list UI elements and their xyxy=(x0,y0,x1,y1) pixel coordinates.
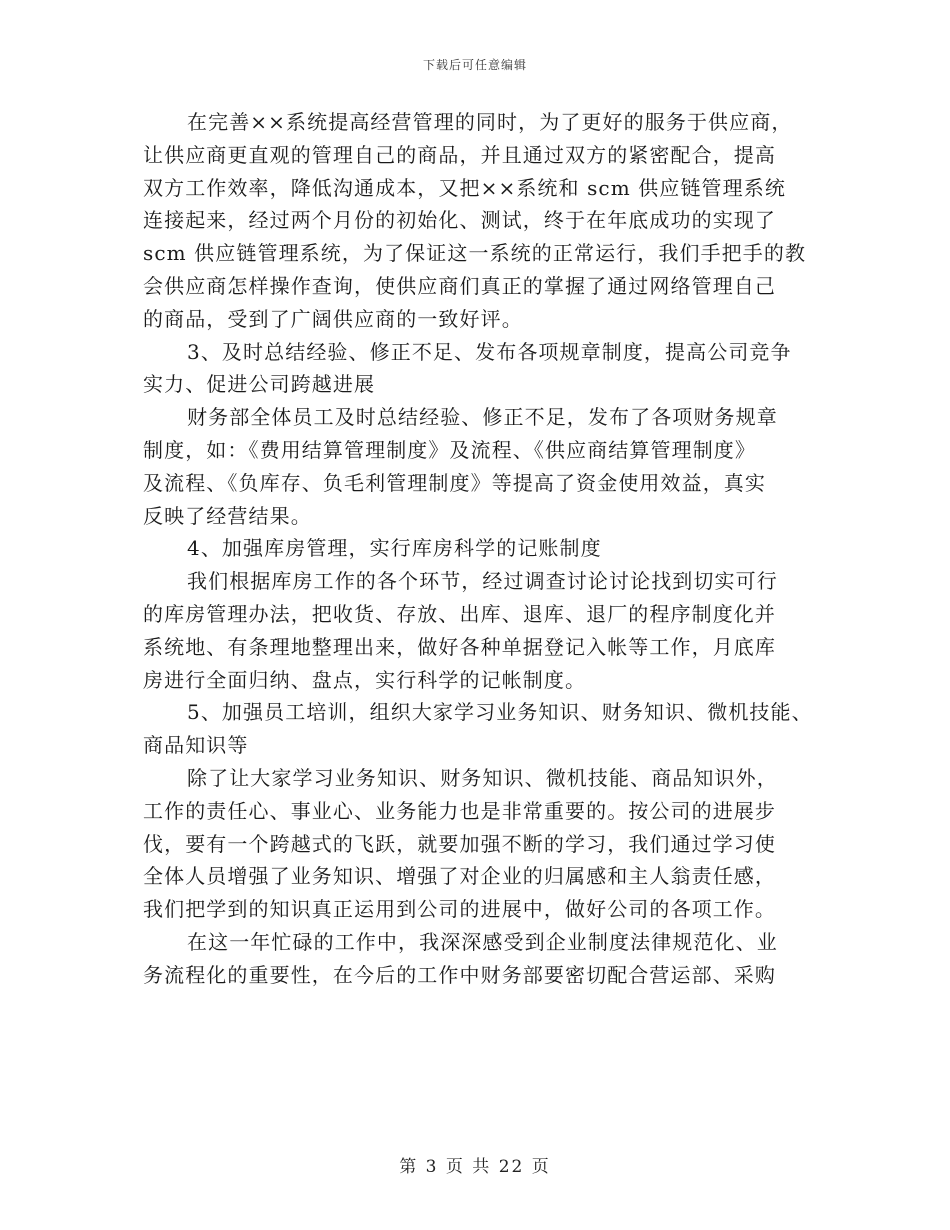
text-line: 系统地、有条理地整理出来，做好各种单据登记入帐等工作，月底库 xyxy=(143,634,776,659)
text-line: 双方工作效率，降低沟通成本，又把××系统和 scm 供应链管理系统 xyxy=(143,175,786,200)
text-line: 3、及时总结经验、修正不足、发布各项规章制度，提高公司竞争 xyxy=(187,339,792,364)
text-line: 在完善××系统提高经营管理的同时，为了更好的服务于供应商， xyxy=(187,110,793,134)
text-line: 房进行全面归纳、盘点，实行科学的记帐制度。 xyxy=(143,667,587,692)
text-line: 商品知识等 xyxy=(143,733,249,758)
text-line: 除了让大家学习业务知识、财务知识、微机技能、商品知识外， xyxy=(187,766,778,790)
page-header: 下载后可任意编辑 xyxy=(422,58,527,72)
text-line: 实力、促进公司跨越进展 xyxy=(143,372,376,397)
text-line: 5、加强员工培训，组织大家学习业务知识、财务知识、微机技能、 xyxy=(187,700,813,725)
text-line: 务流程化的重要性，在今后的工作中财务部要密切配合营运部、采购 xyxy=(143,962,776,987)
text-line: 的商品，受到了广阔供应商的一致好评。 xyxy=(143,306,523,331)
text-line: 财务部全体员工及时总结经验、修正不足，发布了各项财务规章 xyxy=(187,405,778,430)
text-line: 在这一年忙碌的工作中，我深深感受到企业制度法律规范化、业 xyxy=(187,930,778,954)
text-line: 工作的责任心、事业心、业务能力也是非常重要的。按公司的进展步 xyxy=(143,798,776,823)
text-line: 及流程、《负库存、负毛利管理制度》等提高了资金使用效益，真实 xyxy=(143,470,766,495)
text-line: 制度，如：《费用结算管理制度》及流程、《供应商结算管理制度》 xyxy=(143,438,756,462)
text-line: 全体人员增强了业务知识、增强了对企业的归属感和主人翁责任感， xyxy=(143,864,776,889)
text-line: 连接起来，经过两个月份的初始化、测试，终于在年底成功的实现了 xyxy=(143,208,776,233)
text-line: 反映了经营结果。 xyxy=(143,503,312,528)
text-line: 我们把学到的知识真正运用到公司的进展中，做好公司的各项工作。 xyxy=(143,897,776,922)
text-line: 让供应商更直观的管理自己的商品，并且通过双方的紧密配合，提高 xyxy=(143,142,776,167)
text-line: 我们根据库房工作的各个环节，经过调查讨论讨论找到切实可行 xyxy=(187,569,778,594)
text-line: scm 供应链管理系统，为了保证这一系统的正常运行，我们手把手的教 xyxy=(143,241,807,266)
text-line: 4、加强库房管理，实行库房科学的记账制度 xyxy=(187,536,602,561)
text-line: 的库房管理办法，把收货、存放、出库、退库、退厂的程序制度化并 xyxy=(143,602,776,626)
text-line: 伐，要有一个跨越式的飞跃，就要加强不断的学习，我们通过学习使 xyxy=(143,831,776,856)
text-line: 会供应商怎样操作查询，使供应商们真正的掌握了通过网络管理自己 xyxy=(143,274,776,298)
page-footer: 第 3 页 共 22 页 xyxy=(399,1157,551,1177)
